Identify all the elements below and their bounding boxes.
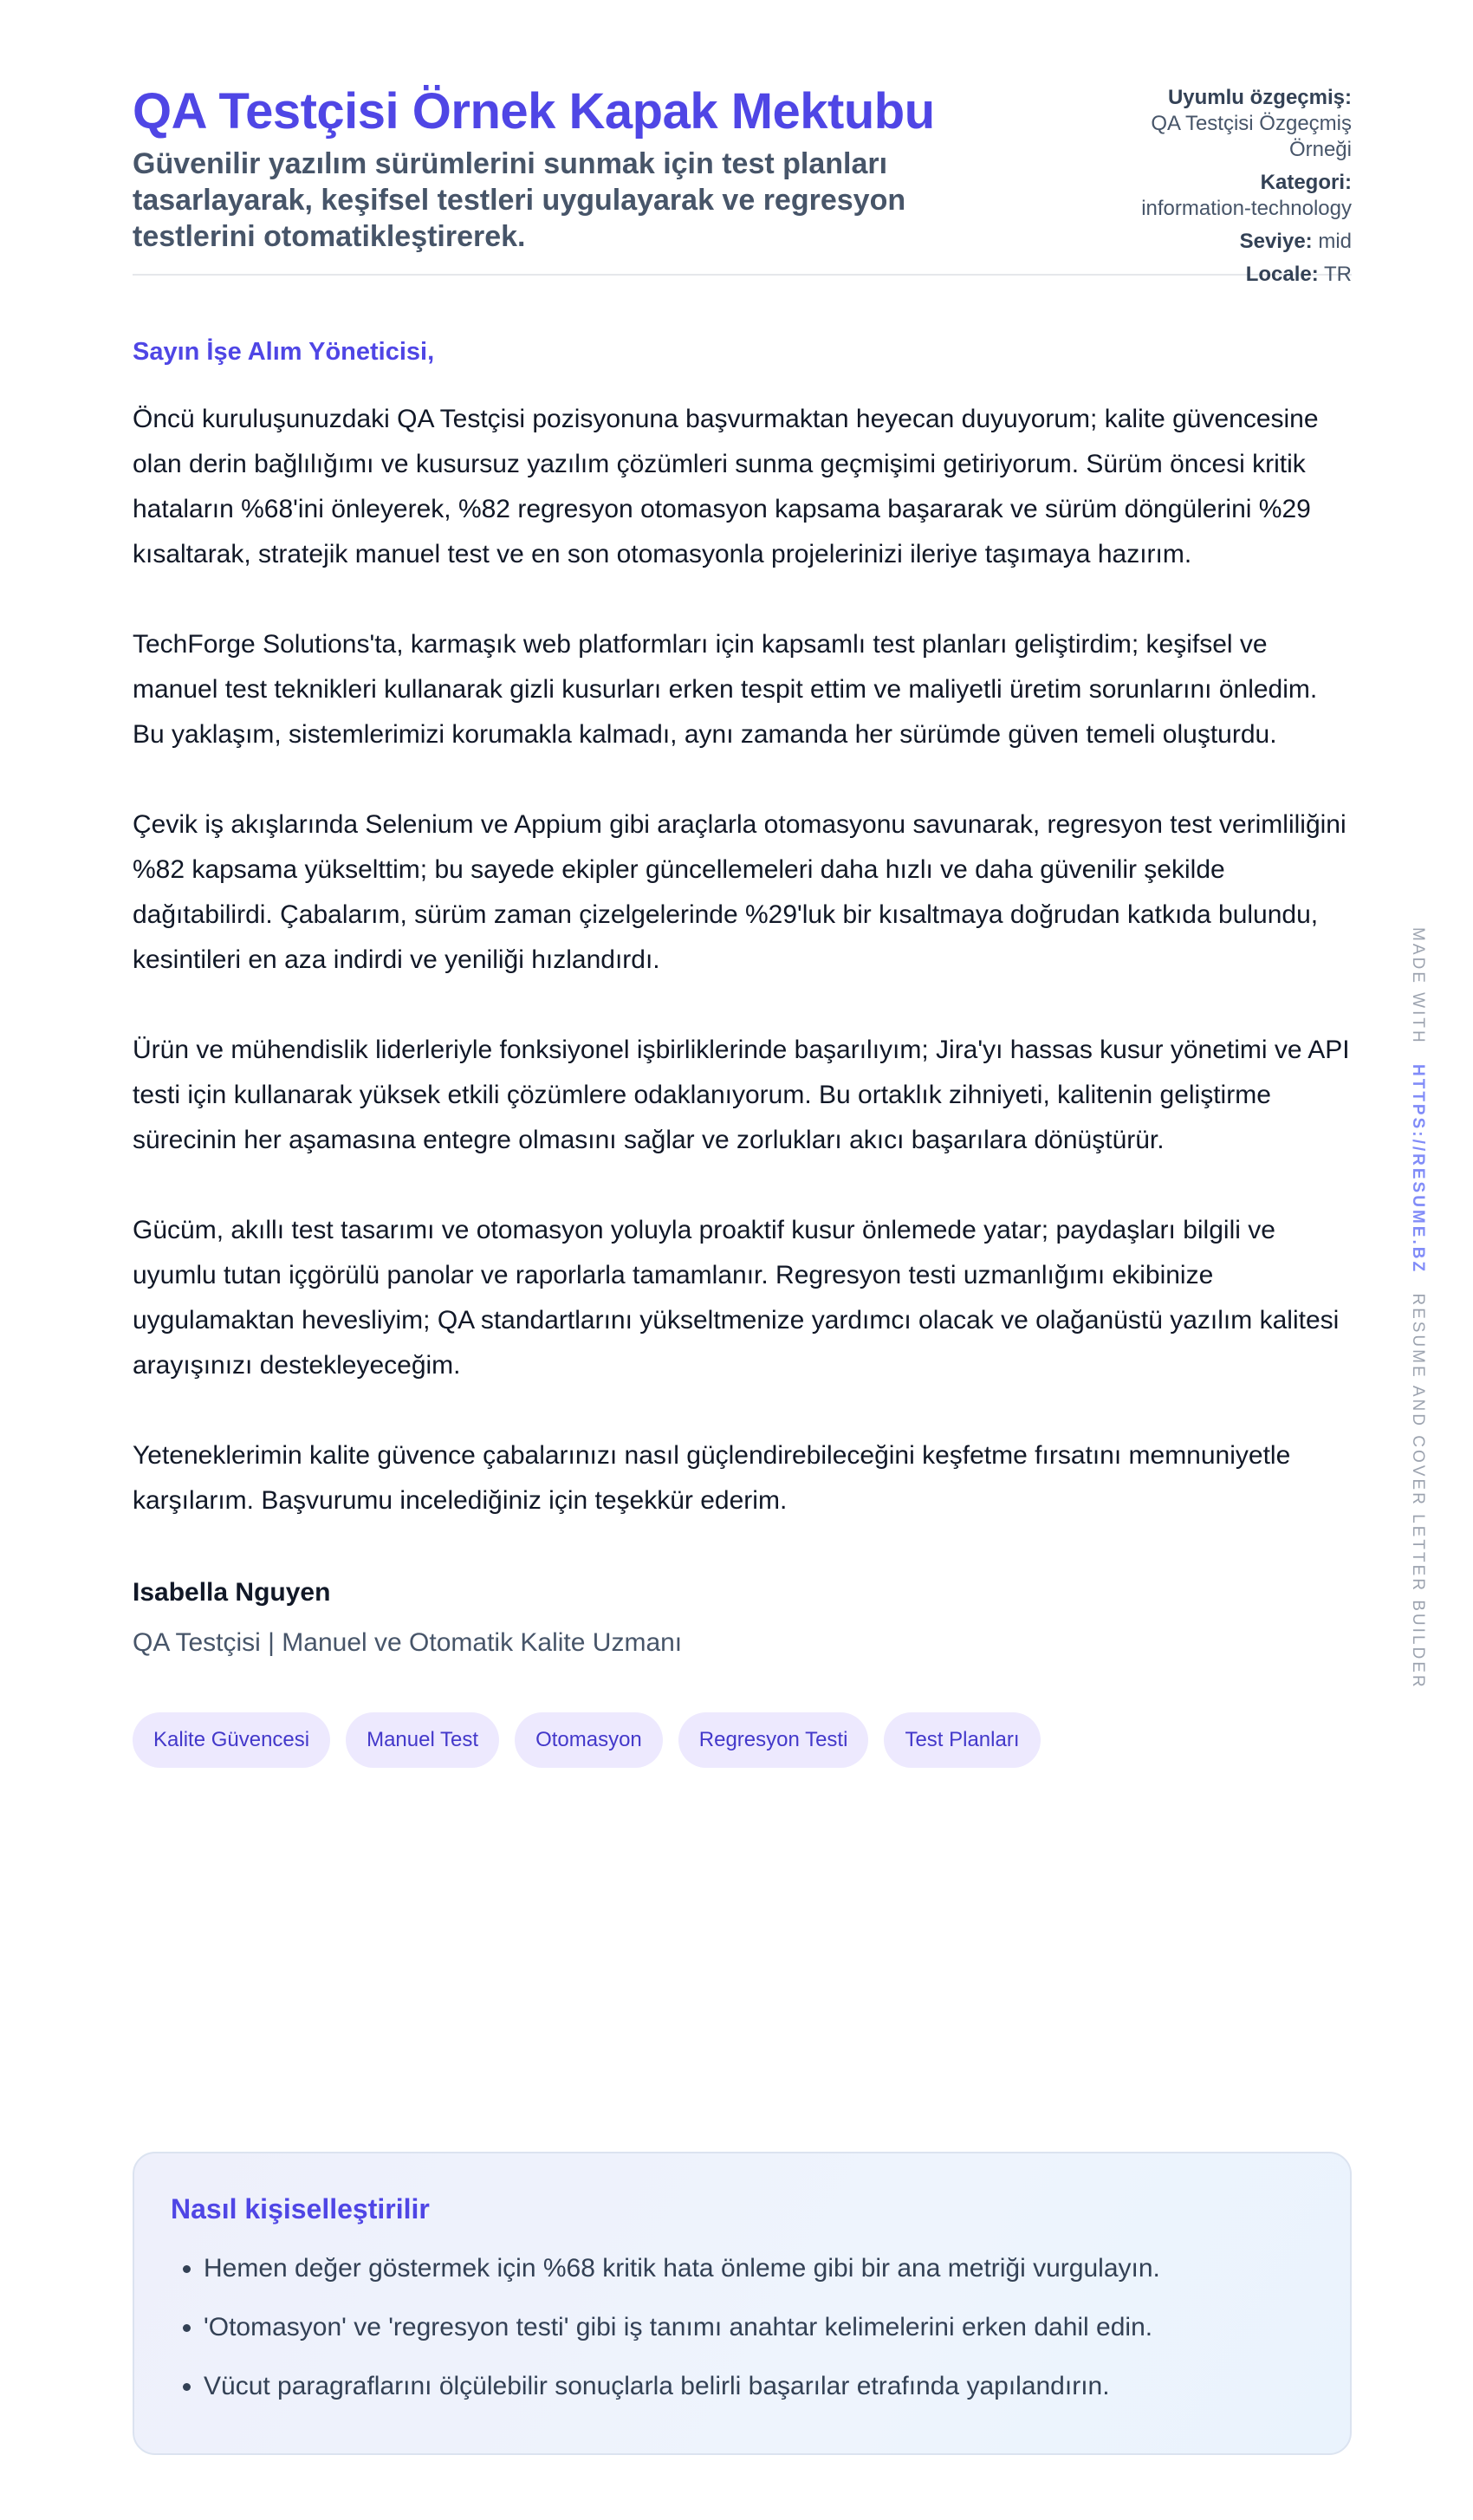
meta-locale-value: TR <box>1324 263 1352 286</box>
letter-paragraph: Çevik iş akışlarında Selenium ve Appium gibi araçlarla otomasyonu savunarak, regresyon test verimliliğini %82 kapsama yükselttim; bu sayede ekipler güncellemeleri daha hızlı ve daha güvenilir şekilde dağıtabilirdi. Çabalarım, sürüm zaman çizelgelerinde %29'luk bir kısaltmaya doğrudan katkıda bulundu, kesintileri en aza indirdi ve yeniliği hızlandırdı. <box>133 810 1346 974</box>
meta-locale <box>1126 262 1352 288</box>
personalization-tips-box <box>133 2152 1352 2455</box>
tip-item: • Vücut paragraflarını ölçülebilir sonuçlarla belirli başarılar etrafında yapılandırın. <box>204 2368 1314 2405</box>
tag-chip[interactable]: Kalite Güvencesi <box>133 1712 330 1768</box>
tips-list <box>171 2250 1314 2405</box>
watermark-suffix: RESUME AND COVER LETTER BUILDER <box>1409 1293 1427 1690</box>
meta-category-label: Kategori: <box>1260 171 1352 194</box>
tag-chip[interactable]: Manuel Test <box>346 1712 499 1768</box>
letter-paragraph: Gücüm, akıllı test tasarımı ve otomasyon yoluyla proaktif kusur önlemede yatar; paydaşları bilgili ve uyumlu tutan içgörülü panolar ve raporlarla tamamlanır. Regresyon testi uzmanlığımı ekibinize uygulamaktan hevesliyim; QA standartlarını yükseltmenize yardımcı olacak ve olağanüstü yazılım kalitesi arayışınızı destekleyeceğim. <box>133 1216 1340 1380</box>
meta-resume <box>1126 85 1352 163</box>
letter-body <box>133 397 1352 1523</box>
meta-resume-value[interactable]: QA Testçisi Özgeçmiş Örneği <box>1151 112 1352 161</box>
meta-category-value: information-technology <box>1141 197 1352 220</box>
letter-paragraph: Öncü kuruluşunuzdaki QA Testçisi pozisyonuna başvurmaktan heyecan duyuyorum; kalite güvencesine olan derin bağlılığımı ve kusursuz yazılım çözümleri sunma geçmişimi getiriyorum. Sürüm öncesi kritik hataların %68'ini önleyerek, %82 regresyon otomasyon kapsama başararak ve sürüm döngülerini %29 kısaltarak, stratejik manuel test ve en son otomasyonla projelerinizi ileriye taşımaya hazırım. <box>133 405 1319 568</box>
watermark-link[interactable]: HTTPS://RESUME.BZ <box>1409 1064 1427 1275</box>
tip-item: • Hemen değer göstermek için %68 kritik hata önleme gibi bir ana metriği vurgulayın. <box>204 2250 1314 2287</box>
header <box>133 0 1352 286</box>
meta-panel <box>1126 85 1352 295</box>
meta-category <box>1126 170 1352 222</box>
tips-title: Nasıl kişiselleştirilir <box>171 2193 430 2224</box>
signature-role: QA Testçisi | Manuel ve Otomatik Kalite Uzmanı <box>133 1628 683 1657</box>
tag-chip[interactable]: Regresyon Testi <box>678 1712 869 1768</box>
meta-locale-label: Locale: <box>1245 263 1319 286</box>
signature-name: Isabella Nguyen <box>133 1578 331 1607</box>
letter-greeting: Sayın İşe Alım Yöneticisi, <box>133 338 435 366</box>
tag-chip[interactable]: Otomasyon <box>515 1712 663 1768</box>
cover-letter-page <box>133 0 1352 2400</box>
tag-chip[interactable]: Test Planları <box>884 1712 1040 1768</box>
page-subtitle: Güvenilir yazılım sürümlerini sunmak için test planları tasarlayarak, keşifsel testleri uygulayarak ve regresyon testlerini otomatikleştirerek. <box>133 147 906 253</box>
meta-level-label: Seviye: <box>1239 230 1313 253</box>
page-title: QA Testçisi Örnek Kapak Mektubu <box>133 83 935 140</box>
meta-level-value: mid <box>1318 230 1352 253</box>
letter-paragraph: Yeteneklerimin kalite güvence çabalarınızı nasıl güçlendirebileceğini keşfetme fırsatını memnuniyetle karşılarım. Başvurumu incelediğiniz için teşekkür ederim. <box>133 1441 1291 1515</box>
letter-paragraph: TechForge Solutions'ta, karmaşık web platformları için kapsamlı test planları geliştirdim; keşifsel ve manuel test teknikleri kullanarak gizli kusurları erken tespit ettim ve maliyetli üretim sorunlarını önledim. Bu yaklaşım, sistemlerimizi korumakla kalmadı, aynı zamanda her sürümde güven temeli oluşturdu. <box>133 630 1318 749</box>
letter-paragraph: Ürün ve mühendislik liderleriyle fonksiyonel işbirliklerinde başarılıyım; Jira'yı hassas kusur yönetimi ve API testi için kullanarak yüksek etkili çözümlere odaklanıyorum. Bu ortaklık zihniyeti, kalitenin geliştirme sürecinin her aşamasına entegre olmasını sağlar ve zorlukları akıcı başarılara dönüştürür. <box>133 1036 1350 1154</box>
watermark <box>1408 927 1427 1690</box>
watermark-prefix: MADE WITH <box>1409 927 1427 1045</box>
meta-level <box>1126 229 1352 255</box>
meta-resume-label: Uyumlu özgeçmiş: <box>1167 86 1352 109</box>
tip-item: • 'Otomasyon' ve 'regresyon testi' gibi iş tanımı anahtar kelimelerini erken dahil edin. <box>204 2309 1314 2346</box>
tag-list <box>133 1712 1352 1768</box>
